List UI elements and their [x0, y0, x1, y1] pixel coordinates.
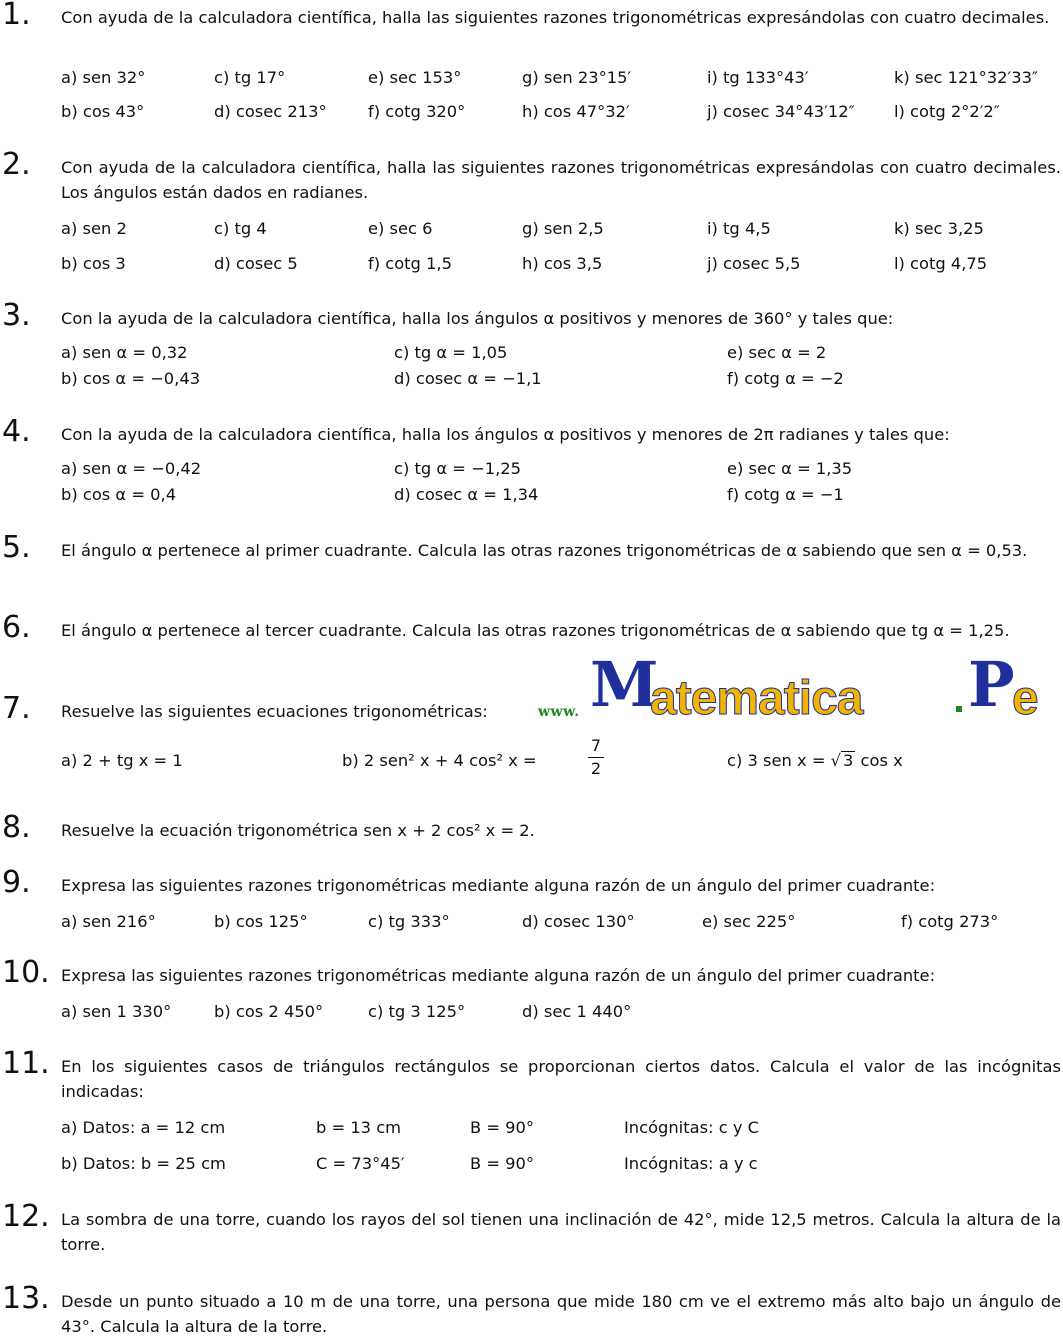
problem-7-statement: Resuelve las siguientes ecuaciones trigonométricas: [61, 702, 488, 721]
logo-atematica: atematica [650, 672, 863, 725]
logo-www: www. [538, 704, 580, 720]
problem-11-item-b-C: C = 73°45′ [316, 1154, 405, 1173]
problem-7-item-c [727, 749, 903, 773]
problem-4-item-f: f) cotg α = −1 [727, 485, 844, 504]
problem-2-item-e: e) sec 6 [368, 219, 433, 238]
problem-7-fraction [588, 735, 604, 780]
problem-2-item-l: l) cotg 4,75 [894, 254, 988, 273]
matematica-pe-logo [538, 648, 1058, 726]
problem-11-item-a-B: B = 90° [470, 1118, 535, 1137]
problem-4-item-b: b) cos α = 0,4 [61, 485, 177, 504]
problem-6-number: 6. [2, 610, 31, 645]
problem-10-number: 10. [2, 955, 50, 990]
problem-1-item-a: a) sen 32° [61, 68, 146, 87]
problem-2-item-g: g) sen 2,5 [522, 219, 604, 238]
problem-9-item-e: e) sec 225° [702, 912, 796, 931]
problem-2-row-2 [61, 252, 1063, 276]
problem-2-item-f: f) cotg 1,5 [368, 254, 452, 273]
problem-4-item-a: a) sen α = −0,42 [61, 459, 202, 478]
problem-9-item-c: c) tg 333° [368, 912, 450, 931]
problem-2-item-c: c) tg 4 [214, 219, 267, 238]
problem-9-item-d: d) cosec 130° [522, 912, 635, 931]
problem-9-item-a: a) sen 216° [61, 912, 156, 931]
problem-3-statement: Con la ayuda de la calculadora científica, halla los ángulos α positivos y menores de 360° y tales que: [61, 309, 894, 328]
problem-8-number: 8. [2, 810, 31, 845]
problem-9-number: 9. [2, 865, 31, 900]
problem-7-item-a: a) 2 + tg x = 1 [61, 751, 183, 770]
problem-4-row-2 [61, 483, 1063, 507]
problem-9-statement: Expresa las siguientes razones trigonométricas mediante alguna razón de un ángulo del primer cuadrante: [61, 876, 936, 895]
problem-3-item-e: e) sec α = 2 [727, 343, 827, 362]
problem-1-item-b: b) cos 43° [61, 102, 145, 121]
problem-1-item-l: l) cotg 2°2′2″ [894, 102, 1000, 121]
problem-12-number: 12. [2, 1199, 50, 1234]
sqrt-radicand: 3 [843, 751, 854, 770]
problem-10-item-c: c) tg 3 125° [368, 1002, 466, 1021]
problem-11-item-b-data: b) Datos: b = 25 cm [61, 1154, 226, 1173]
problem-4-number: 4. [2, 414, 31, 449]
problem-2-row-1 [61, 217, 1063, 241]
problem-9-item-f: f) cotg 273° [901, 912, 999, 931]
problem-9-item-b: b) cos 125° [214, 912, 308, 931]
problem-13-number: 13. [2, 1281, 50, 1316]
problem-10-item-a: a) sen 1 330° [61, 1002, 172, 1021]
logo-m: M [590, 648, 657, 721]
problem-3-number: 3. [2, 298, 31, 333]
problem-8-statement: Resuelve la ecuación trigonométrica sen x + 2 cos² x = 2. [61, 821, 535, 840]
problem-7-item-b: b) 2 sen² x + 4 cos² x = [342, 751, 537, 770]
problem-1-row-1 [61, 66, 1063, 90]
problem-11-item-a-data: a) Datos: a = 12 cm [61, 1118, 226, 1137]
problem-3-item-c: c) tg α = 1,05 [394, 343, 508, 362]
fraction-bar: 2 [588, 757, 604, 780]
problem-2-item-j: j) cosec 5,5 [707, 254, 801, 273]
problem-7-row-1 [61, 736, 1063, 778]
problem-1-item-g: g) sen 23°15′ [522, 68, 632, 87]
problem-1-item-f: f) cotg 320° [368, 102, 466, 121]
problem-4-item-c: c) tg α = −1,25 [394, 459, 521, 478]
problem-9-row-1 [61, 910, 1063, 934]
problem-2-item-d: d) cosec 5 [214, 254, 298, 273]
problem-2-item-a: a) sen 2 [61, 219, 127, 238]
problem-12-statement: La sombra de una torre, cuando los rayos del sol tienen una inclinación de 42°, mide 12,5 metros. Calcula la altura de la torre. [61, 1210, 1061, 1254]
problem-2-statement: Con ayuda de la calculadora científica, halla las siguientes razones trigonométricas expresándolas con cuatro decimales. Los ángulos están dados en radianes. [61, 158, 1061, 202]
item-c-rhs: cos x [855, 751, 903, 770]
problem-10-item-d: d) sec 1 440° [522, 1002, 632, 1021]
logo-dot [956, 706, 962, 712]
problem-11-item-b-unknowns: Incógnitas: a y c [624, 1154, 758, 1173]
problem-4-item-e: e) sec α = 1,35 [727, 459, 853, 478]
problem-11-item-a-unknowns: Incógnitas: c y C [624, 1118, 760, 1137]
problem-6-statement: El ángulo α pertenece al tercer cuadrante. Calcula las otras razones trigonométricas de α sabiendo que tg α = 1,25. [61, 621, 1010, 640]
problem-11-row-2 [61, 1152, 1063, 1176]
problem-5-number: 5. [2, 530, 31, 565]
problem-4-statement: Con la ayuda de la calculadora científica, halla los ángulos α positivos y menores de 2π radianes y tales que: [61, 425, 950, 444]
logo-p: P [968, 648, 1015, 721]
problem-1-item-e: e) sec 153° [368, 68, 462, 87]
problem-1-statement: Con ayuda de la calculadora científica, halla las siguientes razones trigonométricas expresándolas con cuatro decimales. [61, 8, 1050, 27]
problem-11-item-b-B: B = 90° [470, 1154, 535, 1173]
problem-3-row-1 [61, 341, 1063, 365]
problem-3-row-2 [61, 367, 1063, 391]
problem-2-item-b: b) cos 3 [61, 254, 126, 273]
problem-10-statement: Expresa las siguientes razones trigonométricas mediante alguna razón de un ángulo del primer cuadrante: [61, 966, 936, 985]
fraction-numerator: 7 [590, 736, 602, 755]
problem-1-row-2 [61, 100, 1063, 124]
problem-1-number: 1. [2, 0, 31, 32]
problem-5-statement: El ángulo α pertenece al primer cuadrante. Calcula las otras razones trigonométricas de α sabiendo que sen α = 0,53. [61, 541, 1028, 560]
problem-2-item-i: i) tg 4,5 [707, 219, 771, 238]
problem-10-row-1 [61, 1000, 1063, 1024]
problem-1-item-k: k) sec 121°32′33″ [894, 68, 1039, 87]
problem-13-statement: Desde un punto situado a 10 m de una torre, una persona que mide 180 cm ve el extremo más alto bajo un ángulo de 43°. Calcula la altura de la torre. [61, 1292, 1061, 1336]
problem-1-item-h: h) cos 47°32′ [522, 102, 630, 121]
problem-1-item-i: i) tg 133°43′ [707, 68, 809, 87]
problem-11-statement: En los siguientes casos de triángulos rectángulos se proporcionan ciertos datos. Calcula el valor de las incógnitas indicadas: [61, 1057, 1061, 1101]
problem-1-item-j: j) cosec 34°43′12″ [707, 102, 855, 121]
problem-1-item-d: d) cosec 213° [214, 102, 327, 121]
problem-2-number: 2. [2, 147, 31, 182]
item-c-lhs: c) 3 sen x = √ [727, 751, 842, 770]
problem-10-item-b: b) cos 2 450° [214, 1002, 324, 1021]
problem-7-number: 7. [2, 691, 31, 726]
problem-4-item-d: d) cosec α = 1,34 [394, 485, 539, 504]
problem-11-number: 11. [2, 1046, 50, 1081]
problem-3-item-f: f) cotg α = −2 [727, 369, 844, 388]
problem-3-item-a: a) sen α = 0,32 [61, 343, 188, 362]
problem-11-item-a-b: b = 13 cm [316, 1118, 402, 1137]
problem-3-item-b: b) cos α = −0,43 [61, 369, 201, 388]
logo-e: e [1012, 672, 1039, 725]
problem-1-item-c: c) tg 17° [214, 68, 286, 87]
problem-11-row-1 [61, 1116, 1063, 1140]
problem-2-item-k: k) sec 3,25 [894, 219, 984, 238]
problem-3-item-d: d) cosec α = −1,1 [394, 369, 542, 388]
problem-4-row-1 [61, 457, 1063, 481]
problem-2-item-h: h) cos 3,5 [522, 254, 603, 273]
